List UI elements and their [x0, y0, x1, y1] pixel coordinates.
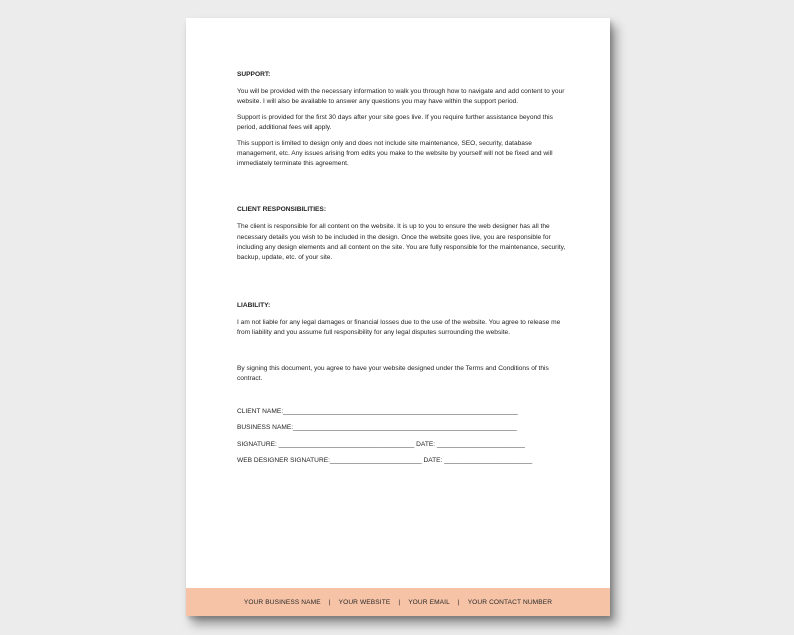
footer-separator: | — [457, 598, 460, 606]
support-paragraph-1: You will be provided with the necessary information to walk you through how to navigate and add content to your website. I will also be available to answer any questions you may have within the support period. — [237, 88, 565, 106]
agreement-text: By signing this document, you agree to have your website designed under the Terms and Conditions of this contract. — [237, 364, 549, 382]
client-responsibilities-paragraph: The client is responsible for all content on the website. It is up to you to ensure the web designer has all the necessary details you wish to be included in the design. Once the website goes live, you are responsible for including any design elements and all content on the site. You are fully responsible for the maintenance, security, backup, update, etc. of your site. — [237, 223, 566, 261]
footer-website: YOUR WEBSITE — [338, 598, 391, 606]
footer-email: YOUR EMAIL — [408, 598, 450, 606]
page-content — [237, 70, 567, 473]
web-designer-signature-line[interactable]: WEB DESIGNER SIGNATURE:_________________________ DATE: ________________________ — [237, 457, 533, 465]
section-spacer — [237, 344, 567, 364]
support-paragraph-3: This support is limited to design only and does not include site maintenance, SEO, security, database management, etc. Any issues arising from edits you make to the website by yourself will not be fixed and will immediately terminate this agreement. — [237, 140, 553, 168]
section-spacer — [237, 390, 567, 407]
footer-bar — [186, 588, 610, 616]
client-responsibilities-heading: CLIENT RESPONSIBILITIES: — [237, 206, 327, 214]
liability-heading: LIABILITY: — [237, 301, 271, 309]
client-name-line[interactable]: CLIENT NAME:________________________________________________________________ — [237, 407, 518, 415]
contract-page — [186, 18, 610, 616]
signature-date-line[interactable]: SIGNATURE: _____________________________________ DATE: ________________________ — [237, 440, 525, 448]
liability-paragraph: I am not liable for any legal damages or financial losses due to the use of the website. You agree to release me from liability and you assume full responsibility for any legal disputes surrounding the website. — [237, 318, 561, 337]
section-spacer — [237, 269, 567, 301]
footer-contact-number: YOUR CONTACT NUMBER — [467, 598, 553, 606]
footer-separator: | — [328, 598, 331, 606]
business-name-line[interactable]: BUSINESS NAME:_____________________________________________________________ — [237, 424, 517, 432]
footer-separator: | — [398, 598, 401, 606]
support-heading: SUPPORT: — [237, 71, 271, 78]
footer-business-name: YOUR BUSINESS NAME — [243, 598, 321, 606]
support-paragraph-2: Support is provided for the first 30 days after your site goes live. If you require further assistance beyond this period, additional fees will apply. — [237, 114, 553, 132]
section-spacer — [237, 175, 567, 205]
